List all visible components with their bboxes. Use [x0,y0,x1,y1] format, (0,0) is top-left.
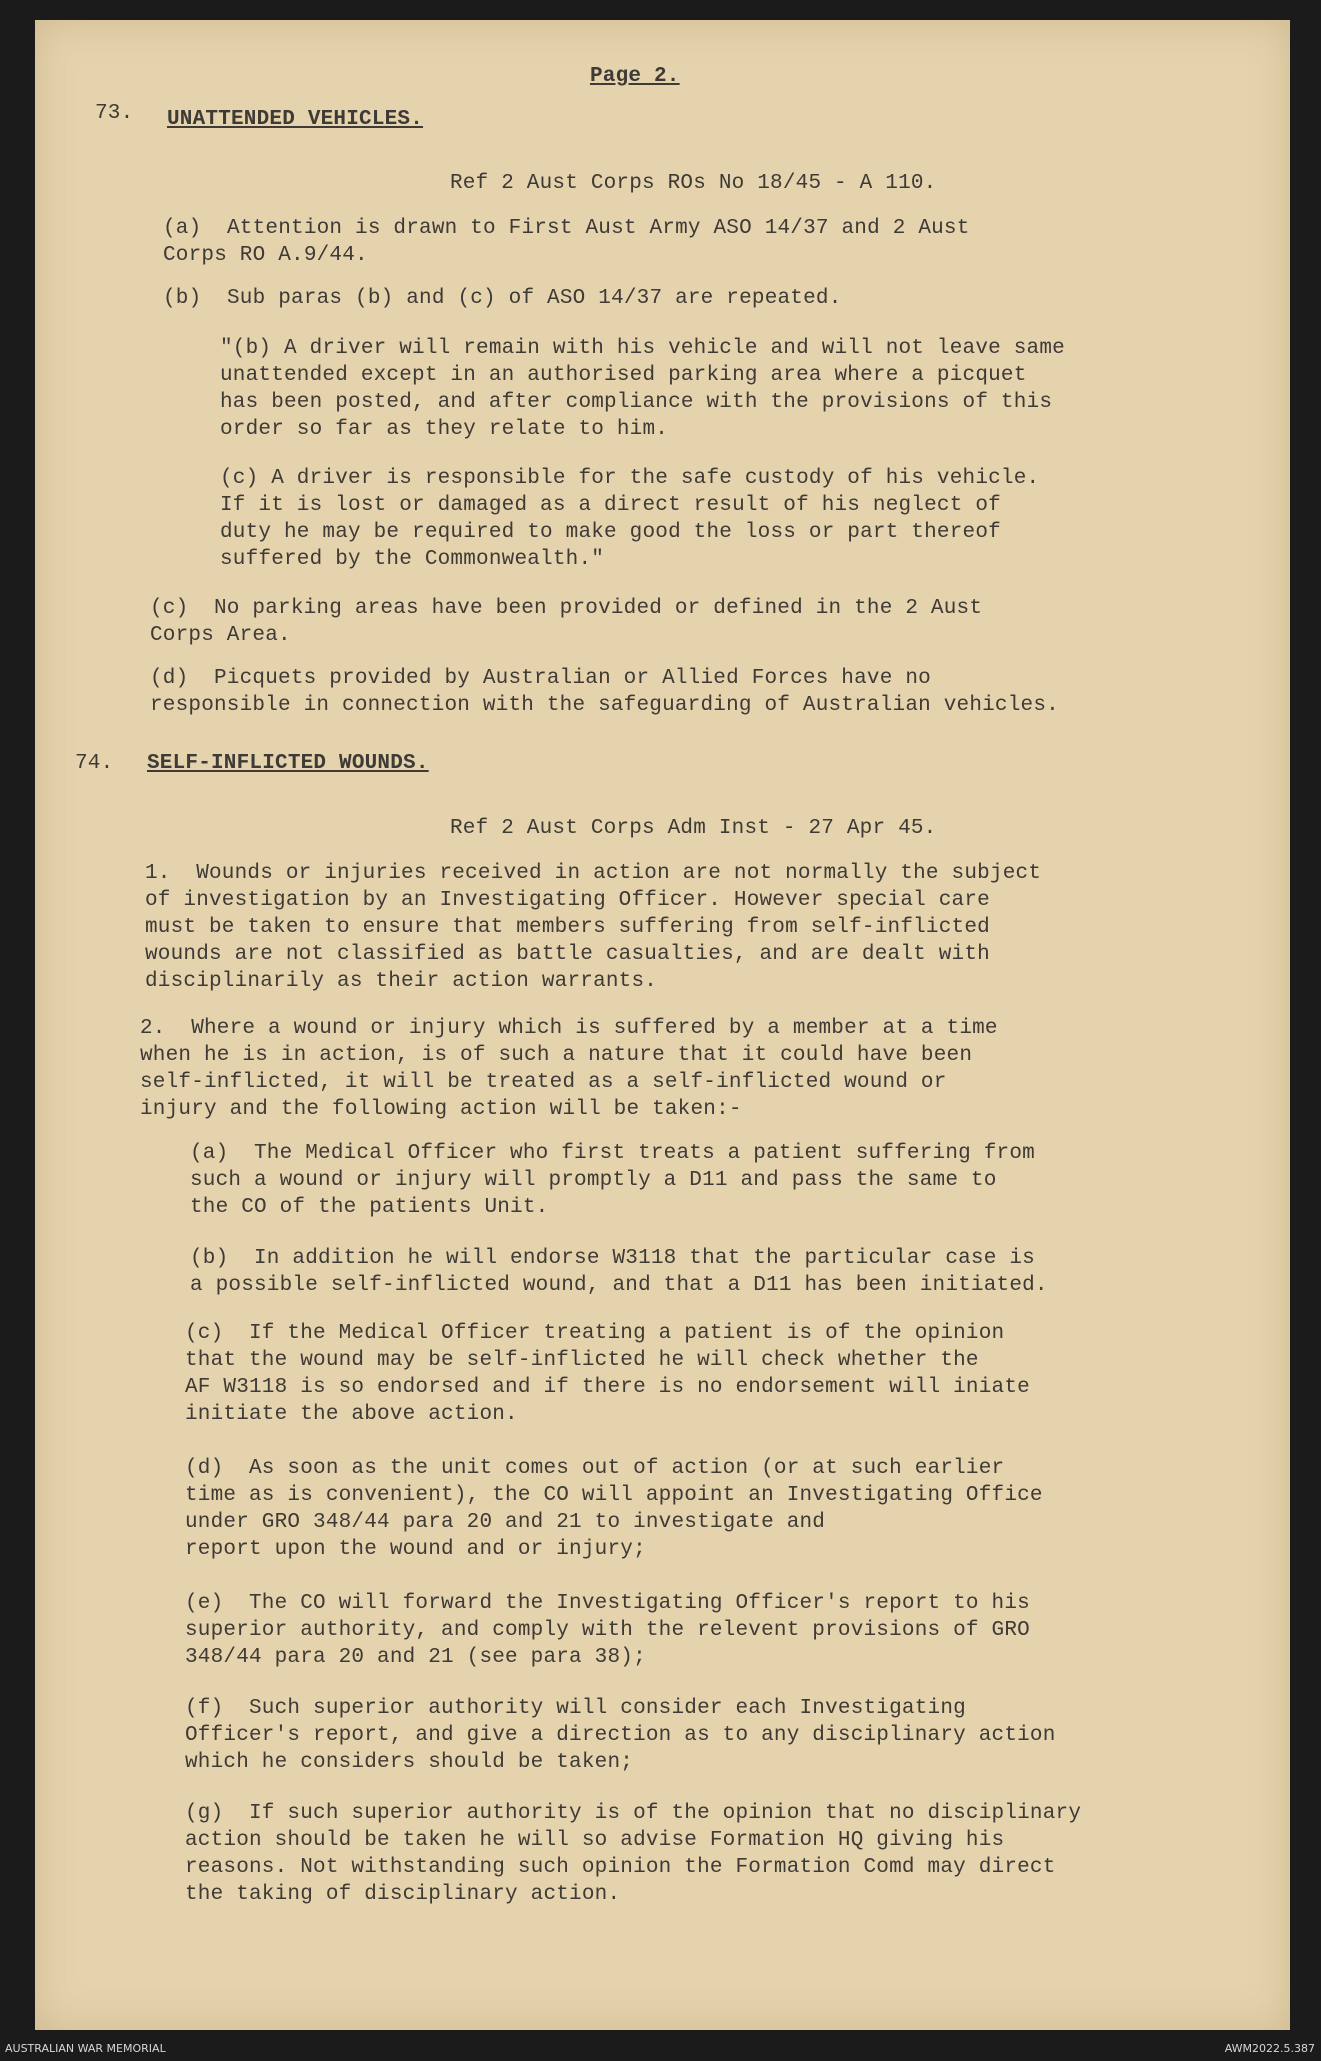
section-73-para-b: (b) Sub paras (b) and (c) of ASO 14/37 are repeated. [163,287,842,310]
section-74-para-2: 2. Where a wound or injury which is suffered by a member at a time when he is in action, is of such a nature that it could have been self-inflicted, it will be treated as a self-inflicted wound or injury and the following action will be taken:- [140,1017,998,1121]
section-74-heading: SELF-INFLICTED WOUNDS. [147,752,429,775]
section-74-para-b: (b) In addition he will endorse W3118 that the particular case is a possible self-inflicted wound, and that a D11 has been initiated. [190,1247,1048,1297]
section-73-para-a: (a) Attention is drawn to First Aust Army ASO 14/37 and 2 Aust Corps RO A.9/44. [163,217,970,267]
section-74-reference: Ref 2 Aust Corps Adm Inst - 27 Apr 45. [450,817,937,840]
section-74-para-c: (c) If the Medical Officer treating a patient is of the opinion that the wound may be self-inflicted he will check whether the AF W3118 is so endorsed and if there is no endorsement will iniate initiate the above action. [185,1322,1030,1426]
section-73-heading: UNATTENDED VEHICLES. [167,108,424,131]
section-74-para-d: (d) As soon as the unit comes out of action (or at such earlier time as is convenient), the CO will appoint an Investigating Office under GRO 348/44 para 20 and 21 to investigate and report upon the wound and or injury; [185,1457,1043,1561]
section-73-number: 73. [95,102,134,125]
footer-left: AUSTRALIAN WAR MEMORIAL [5,2042,166,2055]
section-74-para-e: (e) The CO will forward the Investigating Officer's report to his superior authority, and comply with the relevent provisions of GRO 348/44 para 20 and 21 (see para 38); [185,1592,1030,1669]
section-73-reference: Ref 2 Aust Corps ROs No 18/45 - A 110. [450,172,937,195]
page-number: Page 2. [590,65,680,88]
document-page [35,20,1290,2030]
footer-right: AWM2022.5.387 [1224,2042,1315,2055]
section-74-para-a: (a) The Medical Officer who first treats a patient suffering from such a wound or injury will promptly a D11 and pass the same to the CO of the patients Unit. [190,1142,1035,1219]
section-73-para-d: (d) Picquets provided by Australian or Allied Forces have no responsible in connection with the safeguarding of Australian vehicles. [150,667,1059,717]
section-73-quote-c: (c) A driver is responsible for the safe custody of his vehicle. If it is lost or damaged as a direct result of his neglect of duty he may be required to make good the loss or part thereof suffered by the Commonwealth." [220,467,1040,571]
section-74-number: 74. [75,752,114,775]
section-73-para-c: (c) No parking areas have been provided or defined in the 2 Aust Corps Area. [150,597,983,647]
section-74-para-f: (f) Such superior authority will consider each Investigating Officer's report, and give a direction as to any disciplinary action which he considers should be taken; [185,1697,1056,1774]
section-74-para-1: 1. Wounds or injuries received in action are not normally the subject of investigation by an Investigating Officer. However special care must be taken to ensure that members suffering from self-inflicted wounds are not classified as battle casualties, and are dealt with disciplinarily as their action warrants. [145,862,1042,993]
section-73-quote-b: "(b) A driver will remain with his vehicle and will not leave same unattended except in an authorised parking area where a picquet has been posted, and after compliance with the provisions of this order so far as they relate to him. [220,337,1065,441]
section-74-para-g: (g) If such superior authority is of the opinion that no disciplinary action should be taken he will so advise Formation HQ giving his reasons. Not withstanding such opinion the Formation Comd may direct the taking of disciplinary action. [185,1802,1082,1906]
